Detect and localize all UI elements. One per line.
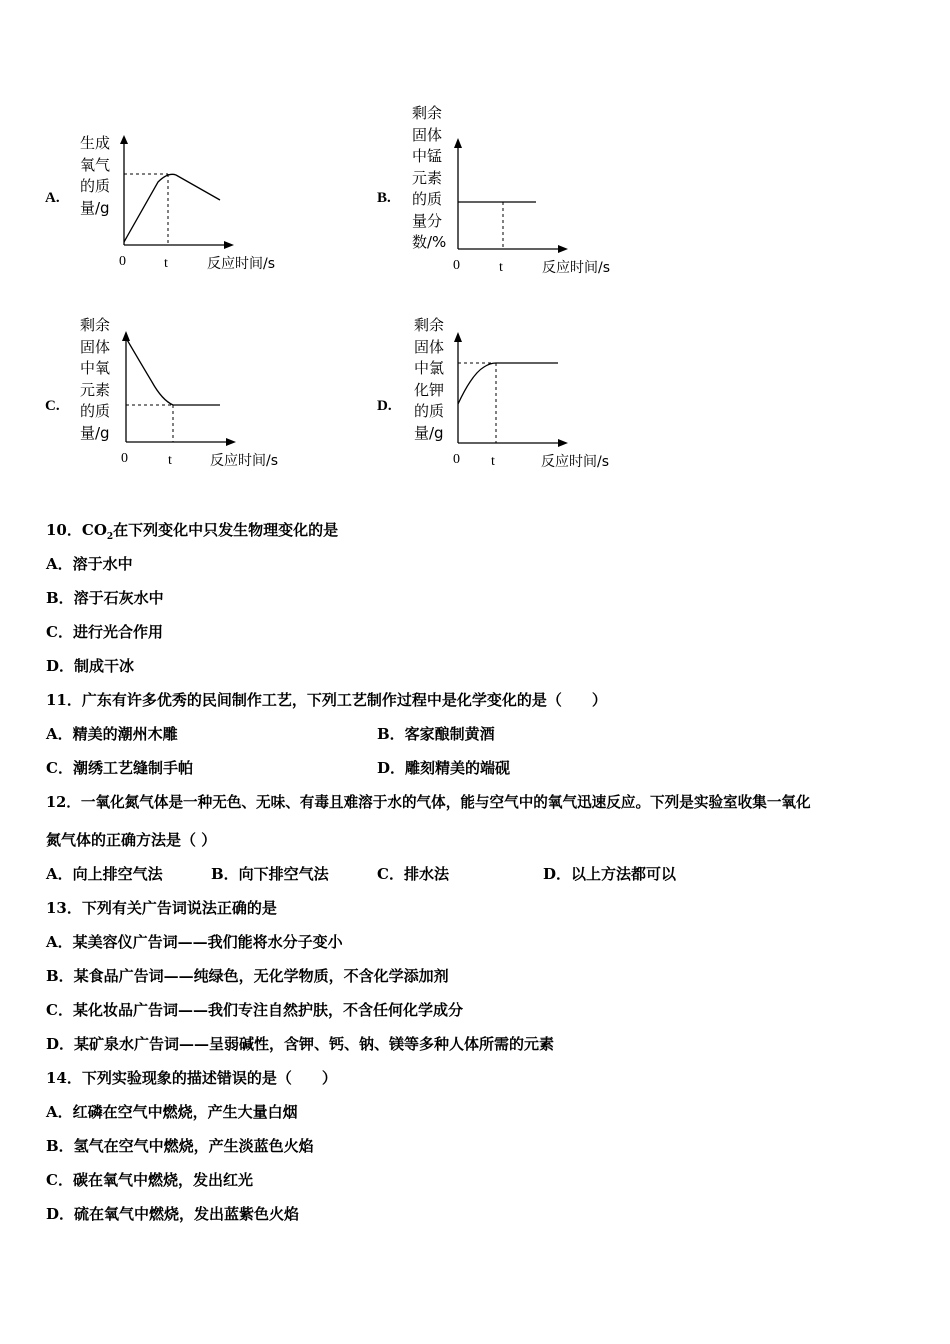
question-12-stem-line-2: 氮气体的正确方法是（ ） (46, 831, 217, 849)
question-10-stem: 10．$CO_2$在下列变化中只发生物理变化的是 (46, 521, 339, 542)
question-11-option-a[interactable]: A．精美的潮州木雕 (46, 725, 178, 743)
x-axis-label: 反应时间/s (542, 260, 611, 276)
question-13-option-c[interactable]: C．某化妆品广告词——我们专注自然护肤，不含任何化学成分 (46, 1001, 463, 1019)
y-axis-arrow (120, 135, 128, 144)
graph-c (40, 312, 300, 477)
curve (458, 363, 558, 404)
graph-b-plot (372, 100, 632, 280)
graph-b (372, 100, 632, 280)
t-label: t (499, 260, 503, 275)
x-axis-arrow (558, 439, 568, 447)
graph-d (372, 312, 632, 477)
t-label: t (491, 454, 495, 469)
question-13-option-a[interactable]: A．某美容仪广告词——我们能将水分子变小 (46, 933, 343, 951)
question-12-option-d[interactable]: D．以上方法都可以 (543, 865, 677, 883)
x-axis-arrow (226, 438, 236, 446)
question-13-option-d[interactable]: D．某矿泉水广告词——呈弱碱性，含钾、钙、钠、镁等多种人体所需的元素 (46, 1035, 555, 1053)
y-axis-arrow (122, 331, 130, 341)
t-label: t (164, 256, 168, 271)
question-14-option-d[interactable]: D．硫在氧气中燃烧，发出蓝紫色火焰 (46, 1205, 300, 1223)
y-axis-label: 剩余 固体 中锰 元素 的质 量分 数/% (412, 104, 447, 251)
question-13-option-b[interactable]: B．某食品广告词——纯绿色，无化学物质，不含化学添加剂 (46, 967, 449, 985)
question-11-option-b[interactable]: B．客家酿制黄酒 (377, 725, 495, 743)
origin-label: 0 (453, 452, 460, 467)
y-axis-arrow (454, 138, 462, 148)
t-label: t (168, 453, 172, 468)
question-14-option-c[interactable]: C．碳在氧气中燃烧，发出红光 (46, 1171, 253, 1189)
graph-a (40, 130, 300, 280)
question-12-option-a[interactable]: A．向上排空气法 (46, 865, 163, 883)
x-axis-arrow (558, 245, 568, 253)
question-12-stem-line-1: 12．一氧化氮气体是一种无色、无味、有毒且难溶于水的气体，能与空气中的氧气迅速反应。下列是实验室收集一氧化 (46, 794, 811, 811)
y-axis-label: 生成 氧气 的质 量/g (80, 134, 111, 217)
question-14-option-a[interactable]: A．红磷在空气中燃烧，产生大量白烟 (46, 1103, 298, 1121)
question-14-option-b[interactable]: B．氢气在空气中燃烧，产生淡蓝色火焰 (46, 1137, 314, 1155)
question-13-stem: 13．下列有关广告词说法正确的是 (46, 899, 277, 917)
question-12-option-b[interactable]: B．向下排空气法 (211, 865, 329, 883)
question-10-option-b[interactable]: B．溶于石灰水中 (46, 589, 164, 607)
option-letter-c: C. (45, 398, 60, 414)
curve (124, 174, 220, 242)
option-letter-b: B. (377, 190, 391, 206)
question-11-stem: 11．广东有许多优秀的民间制作工艺，下列工艺制作过程中是化学变化的是（ ） (46, 691, 607, 709)
question-10-option-a[interactable]: A．溶于水中 (46, 555, 133, 573)
origin-label: 0 (119, 254, 126, 269)
y-axis-label: 剩余 固体 中氯 化钾 的质 量/g (414, 316, 445, 442)
x-axis-label: 反应时间/s (541, 454, 610, 470)
y-axis-arrow (454, 332, 462, 342)
question-11-option-d[interactable]: D．雕刻精美的端砚 (377, 759, 511, 777)
origin-label: 0 (121, 451, 128, 466)
question-10-option-c[interactable]: C．进行光合作用 (46, 623, 163, 641)
y-axis-label: 剩余 固体 中氧 元素 的质 量/g (80, 316, 111, 442)
option-letter-a: A. (45, 190, 60, 206)
option-letter-d: D. (377, 398, 392, 414)
x-axis-label: 反应时间/s (207, 256, 276, 272)
x-axis-label: 反应时间/s (210, 453, 279, 469)
question-12-option-c[interactable]: C．排水法 (377, 865, 449, 883)
x-axis-arrow (224, 241, 234, 249)
origin-label: 0 (453, 258, 460, 273)
question-10-option-d[interactable]: D．制成干冰 (46, 657, 135, 675)
curve (126, 338, 220, 405)
question-11-option-c[interactable]: C．潮绣工艺缝制手帕 (46, 759, 193, 777)
question-14-stem: 14．下列实验现象的描述错误的是（ ） (46, 1069, 337, 1087)
